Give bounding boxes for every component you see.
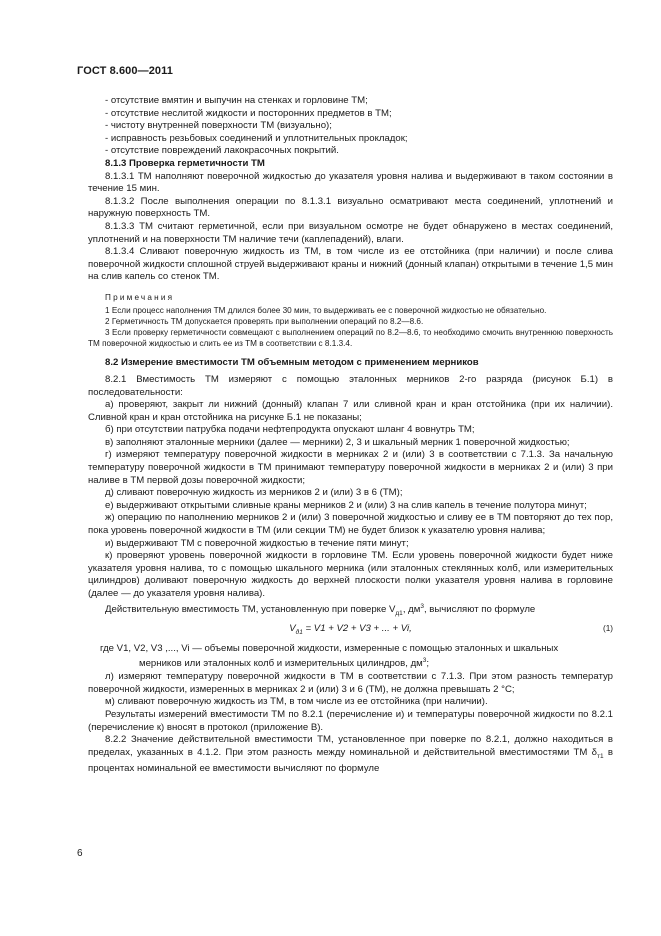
page-number: 6 (77, 848, 83, 859)
list-item: е) выдерживают открытыми сливные краны мерников 2 и (или) 3 на слив капель в течение полутора минут; (105, 499, 587, 511)
list-item: ж) операцию по наполнению мерников 2 и (или) 3 поверочной жидкостью и сливу ее в ТМ повторяют до тех пор, пока уровень поверочной жидкости в ТМ (или секции ТМ) не будет близок к указателю уровня налива; (88, 512, 613, 537)
list-item: б) при отсутствии патрубка подачи нефтепродукта опускают шланг 4 вовнутрь ТМ; (105, 424, 475, 436)
paragraph-actual-capacity: Действительную вместимость ТМ, установленную при поверке $V_{д1}$, $дм^3$, вычисляют по формуле (105, 602, 536, 617)
document-body (88, 95, 613, 776)
formula-explanation-cont: мерников или эталонных колб и измерительных цилиндров, $дм^3$; (139, 657, 430, 670)
formula-1: $V_{д1} = V1 + V2 + V3$ + ... + Vi, (1) (289, 623, 613, 637)
list-item: - исправность резьбовых соединений и уплотнительных прокладок; (105, 132, 408, 144)
paragraph: 8.1.3.4 Сливают поверочную жидкость из ТМ, в том числе из ее отстойника (при наличии) и после слива поверочной жидкости сплошной струей выдерживают краны и нижний (донный клапан) открытыми в течение 1,5 мин на слив капель со стенок ТМ. (88, 246, 613, 283)
note-item: 3 Если проверку герметичности совмещают с выполнением операций по 8.2—8.6, то необходимо смочить внутреннюю поверхность ТМ поверочной жидкостью и слить ее из ТМ в соответствии с 8.1.3.4. (88, 327, 613, 349)
list-item: л) измеряют температуру поверочной жидкости в ТМ в соответствии с 7.1.3. При этом разность температур поверочной жидкости, измеренных в мерниках 2 и (или) 3 и 6 (ТМ), не должна превышать 2 °С; (88, 671, 613, 695)
list-item: а) проверяют, закрыт ли нижний (донный) клапан 7 или сливной кран и кран отстойника (при их наличии). Сливной кран и кран отстойника на рисунке Б.1 не показаны; (88, 399, 613, 423)
list-item: г) измеряют температуру поверочной жидкости в мерниках 2 и (или) 3 в соответствии с 7.1.3. За начальную температуру поверочной жидкости в ТМ принимают температуру поверочной жидкости в мерниках 2 и (или) 3 при наливе в ТМ первой дозы поверочной жидкости; (88, 449, 613, 486)
paragraph: Результаты измерений вместимости ТМ по 8.2.1 (перечисление и) и температуры поверочной жидкости по 8.2.1 (перечисление к) вносят в протокол (приложение В). (88, 708, 613, 733)
section-heading-8-2: 8.2 Измерение вместимости ТМ объемным методом с применением мерников (105, 357, 479, 369)
note-item: 2 Герметичность ТМ допускается проверять при выполнении операций по 8.2—8.6. (105, 316, 424, 326)
paragraph: 8.2.1 Вместимость ТМ измеряют с помощью эталонных мерников 2-го разряда (рисунок Б.1) в последовательности: (88, 373, 613, 398)
list-item: м) сливают поверочную жидкость из ТМ, в том числе из ее отстойника (при наличии). (105, 696, 488, 708)
list-item: в) заполняют эталонные мерники (далее — мерники) 2, 3 и шкальный мерник 1 поверочной жидкостью; (105, 436, 570, 448)
list-item: - отсутствие повреждений лакокрасочных покрытий. (105, 145, 339, 157)
list-item: - чистоту внутренней поверхности ТМ (визуально); (105, 120, 332, 132)
document-code: ГОСТ 8.600—2011 (77, 65, 173, 77)
formula-number: (1) (602, 624, 613, 634)
paragraph-8-2-2: 8.2.2 Значение действительной вместимости ТМ, установленное при поверке по 8.2.1, должно находиться в пределах, указанных в 4.1.2. При этом разность между номинальной и действительной вместимостями ТМ $\delta_{т1}$ в процентах номинальной ее вместимости вычисляют по формуле (88, 734, 613, 775)
list-item: к) проверяют уровень поверочной жидкости в горловине ТМ. Если уровень поверочной жидкости будет ниже указателя уровня налива, то с помощью шкального мерника (или эталонных стеклянных колб, или измерительных цилиндров) доливают поверочную жидкость до верхней плоскости полки указателя уровня налива в горловине (далее — до указателя уровня налива). (88, 550, 613, 599)
list-item: и) выдерживают ТМ с поверочной жидкостью в течение пяти минут; (105, 537, 409, 549)
list-item: - отсутствие вмятин и выпучин на стенках и горловине ТМ; (105, 95, 368, 106)
note-item: 1 Если процесс наполнения ТМ длился более 30 мин, то выдерживать ее с поверочной жидкостью не обязательно. (105, 305, 547, 315)
notes-title: Примечания (105, 292, 175, 302)
list-item: - отсутствие неслитой жидкости и посторонних предметов в ТМ; (105, 107, 392, 119)
formula-explanation: где V1, V2, V3 ,..., Vi — объемы поверочной жидкости, измеренные с помощью эталонных и шкальных (100, 642, 559, 654)
list-item: д) сливают поверочную жидкость из мерников 2 и (или) 3 в 6 (ТМ); (105, 487, 403, 499)
paragraph: 8.1.3.1 ТМ наполняют поверочной жидкостью до указателя уровня налива и выдерживают в таком состоянии в течение 15 мин. (88, 170, 613, 195)
paragraph: 8.1.3.3 ТМ считают герметичной, если при визуальном осмотре не будет обнаружено в местах соединений, уплотнений и на поверхности ТМ наличие течи (каплепадений), влаги. (88, 220, 613, 245)
paragraph: 8.1.3.2 После выполнения операции по 8.1.3.1 визуально осматривают места соединений, уплотнений и наружную поверхность ТМ. (88, 195, 613, 220)
section-heading-8-1-3: 8.1.3 Проверка герметичности ТМ (105, 157, 265, 169)
